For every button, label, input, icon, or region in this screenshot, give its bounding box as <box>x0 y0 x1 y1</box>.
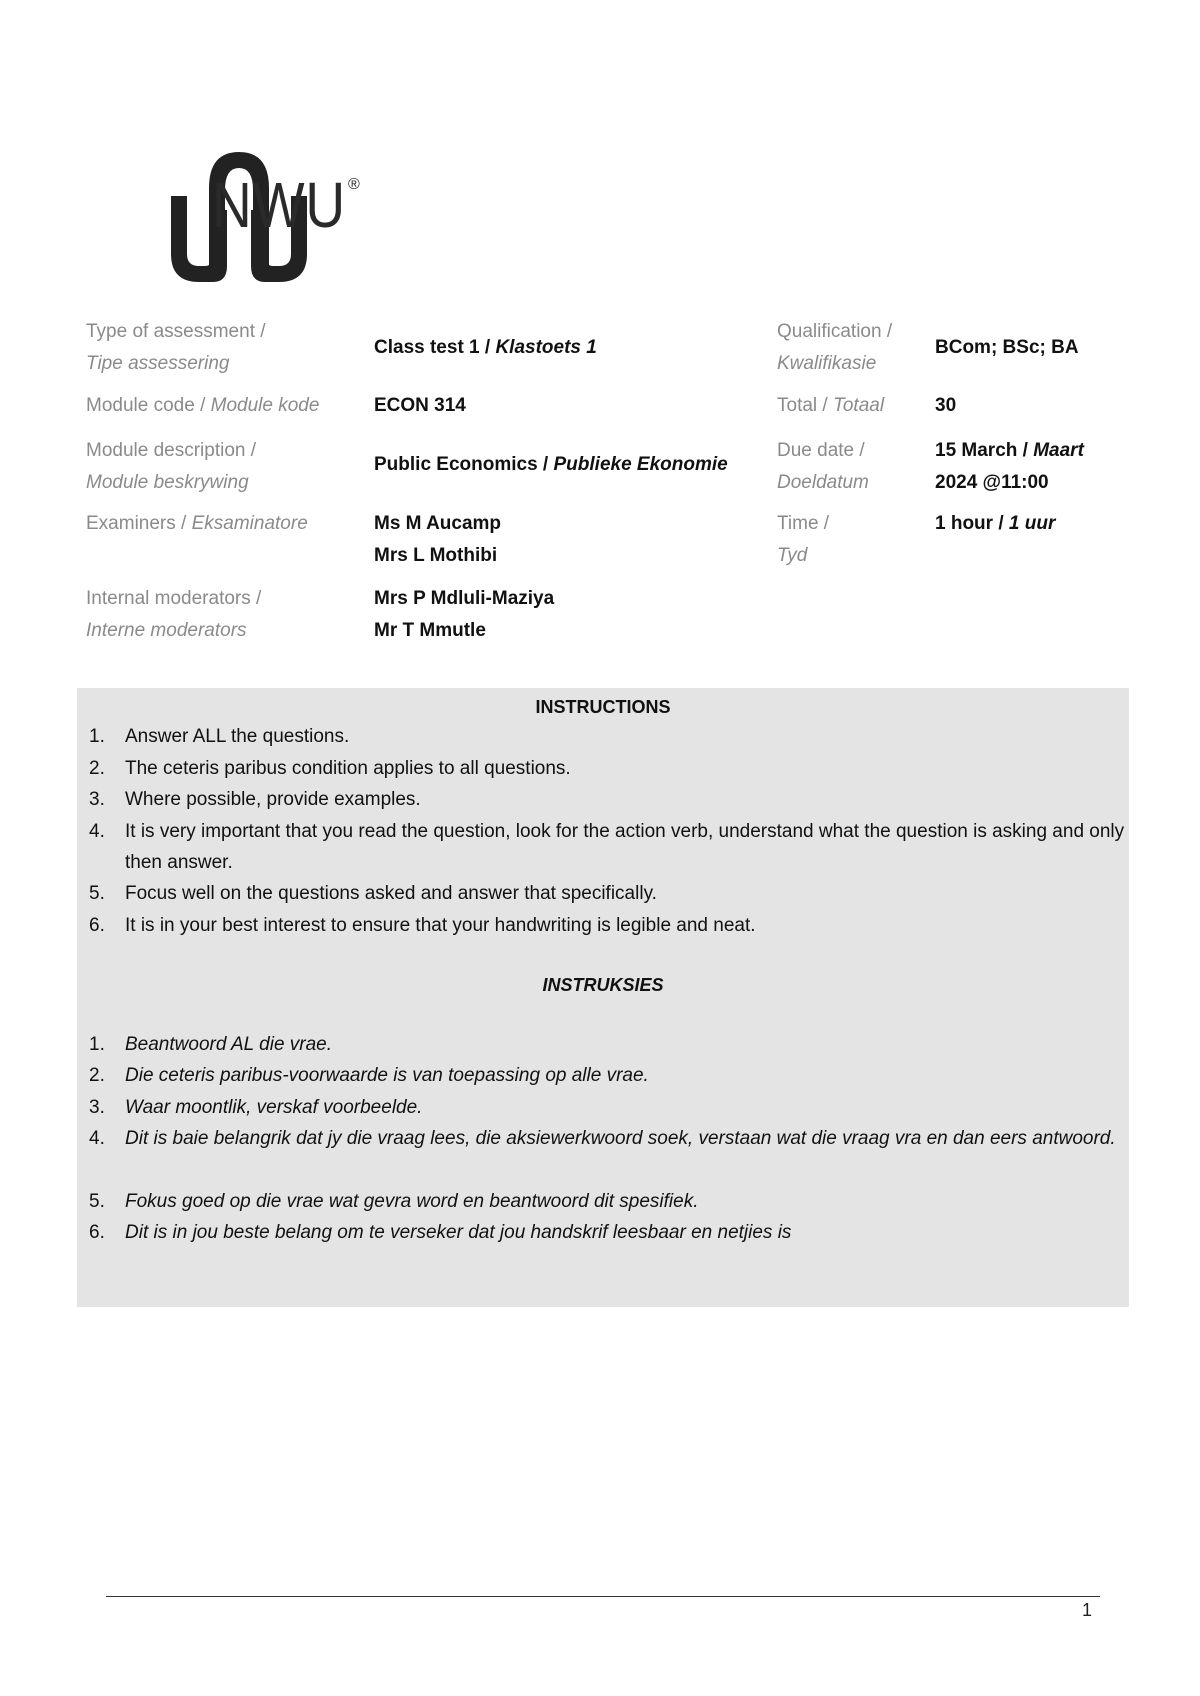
due-date-label: Due date / Doeldatum <box>777 440 869 493</box>
assessment-type-label: Type of assessment / Tipe assessering <box>86 321 266 374</box>
time-label: Time / Tyd <box>777 513 830 566</box>
logo-wordmark: NWU <box>212 169 347 241</box>
module-code-label: Module code / Module kode <box>86 395 320 416</box>
examiners-value: Ms M Aucamp Mrs L Mothibi <box>374 513 502 566</box>
module-description-label: Module description / Module beskrywing <box>86 440 257 493</box>
module-code-value: ECON 314 <box>374 395 466 416</box>
due-date-value: 15 March / Maart 2024 @11:00 <box>935 440 1084 493</box>
assessment-type-value: Class test 1 / Klastoets 1 <box>374 337 597 358</box>
registered-mark: ® <box>348 176 360 193</box>
moderators-label: Internal moderators / Interne moderators <box>86 588 262 641</box>
qualification-label: Qualification / Kwalifikasie <box>777 321 893 374</box>
total-value: 30 <box>935 395 957 416</box>
page-number: 1 <box>1082 1600 1093 1620</box>
instruksies-heading: INSTRUKSIES <box>542 975 664 995</box>
instructions-panel: INSTRUCTIONS 1. Answer ALL the questions. 2. The ceteris paribus condition applies to all questions. 3. Where possible, provide examples. 4. It is very important that you read the question, look for the action verb, understand what the question is asking and only then answer. 5. Focus well on the questions asked and answer that specifically. 6. It is in your best interest to ensure that your handwriting is legible and neat. INSTRUKSIES 1. Beantwoord AL die vrae. 2. Die ceteris paribus-voorwaarde is van toepassing op alle vrae. 3. Waar moontlik, verskaf voorbeelde. 4. Dit is baie belangrik dat jy die vraag lees, die aksiewerkwoord soek, verstaan wat die vraag vra en dan eers antwoord. 5. Fokus goed op die vrae wat gevra word en beantwoord dit spesifiek. 6. Dit is in jou beste belang om te verseker dat jou handskrif leesbaar en netjies is <box>77 688 1129 1307</box>
footer-divider <box>106 1596 1100 1597</box>
qualification-value: BCom; BSc; BA <box>935 337 1079 358</box>
examiners-label: Examiners / Eksaminatore <box>86 513 308 534</box>
moderators-value: Mrs P Mdluli-Maziya Mr T Mmutle <box>374 588 555 641</box>
total-label: Total / Totaal <box>777 395 885 416</box>
module-description-value: Public Economics / Publieke Ekonomie <box>374 454 728 475</box>
time-value: 1 hour / 1 uur <box>935 513 1056 534</box>
instructions-heading: INSTRUCTIONS <box>535 697 671 717</box>
